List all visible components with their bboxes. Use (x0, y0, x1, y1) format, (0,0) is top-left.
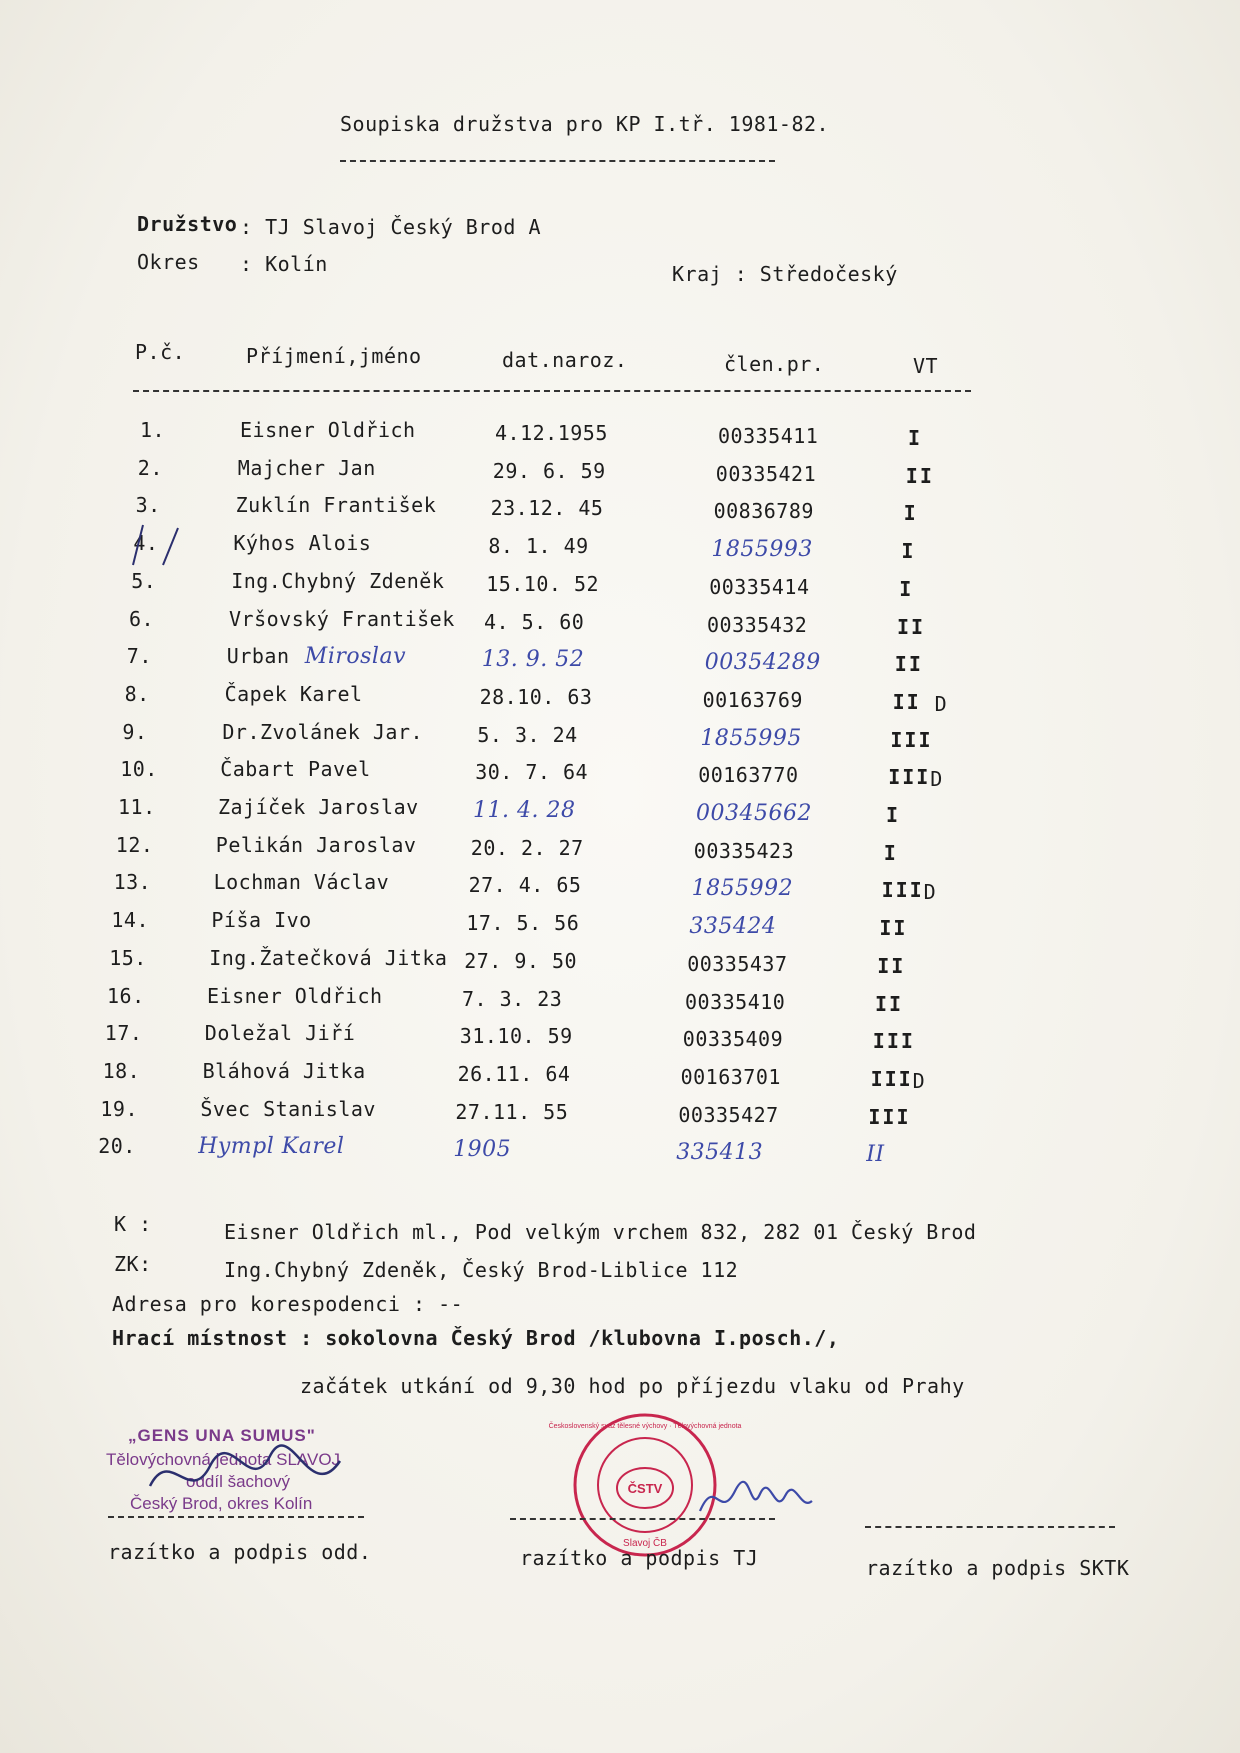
round-stamp-text: Československý svaz tělesné výchovy · Tělovýchovná jednota (548, 1423, 742, 1430)
row-name: Eisner Oldřich (240, 418, 416, 442)
row-vt: II (897, 614, 926, 639)
row-member-number: 00163770 (698, 763, 799, 788)
row-name: Čabart Pavel (220, 757, 371, 782)
row-birth-date: 28.10. 63 (479, 684, 593, 709)
row-note: D (912, 1068, 926, 1093)
row-vt: I (903, 501, 918, 526)
row-vt: II (877, 953, 906, 978)
row-number: 14. (111, 908, 150, 933)
title-underline (340, 160, 775, 162)
k-value: Eisner Oldřich ml., Pod velkým vrchem 832, 282 01 Český Brod (224, 1220, 977, 1244)
row-birth-date: 26.11. 64 (457, 1061, 571, 1086)
row-name: Vršovský František (229, 606, 455, 631)
k-label: K : (114, 1212, 152, 1236)
row-vt: II (879, 916, 908, 941)
row-vt: I (883, 840, 898, 865)
round-stamp-center: ČSTV (627, 1481, 663, 1496)
row-birth-date: 31.10. 59 (459, 1024, 573, 1049)
row-member-number: 00163769 (702, 687, 803, 712)
row-birth-date: 30. 7. 64 (475, 760, 589, 785)
row-member-number: 00163701 (680, 1064, 781, 1089)
row-birth-date: 1905 (453, 1137, 512, 1163)
row-number: 17. (104, 1021, 143, 1046)
round-stamp-bottom: Slavoj ČB (623, 1538, 667, 1549)
col-header-member: člen.pr. (724, 352, 825, 376)
header-rule (133, 390, 971, 392)
col-header-name: Příjmení,jméno (246, 344, 422, 368)
row-name: Zuklín František (235, 493, 437, 518)
signature-left (130, 1436, 380, 1516)
row-member-number: 00354289 (704, 650, 821, 676)
signature-line-odd (108, 1516, 364, 1518)
row-vt: III (870, 1066, 913, 1091)
row-member-number: 00335409 (682, 1027, 784, 1052)
row-name: Doležal Jiří (204, 1021, 356, 1046)
row-number: 8. (124, 681, 150, 706)
row-birth-date: 29. 6. 59 (492, 458, 606, 483)
row-check-mark (118, 520, 188, 570)
signature-label-tj: razítko a podpis TJ (520, 1546, 759, 1570)
row-member-number: 00335432 (707, 612, 808, 637)
row-member-number: 335413 (676, 1140, 764, 1166)
row-number: 7. (126, 644, 152, 669)
row-note: D (930, 767, 943, 792)
correspondence-address: Adresa pro korespodenci : -- (112, 1292, 464, 1316)
row-birth-date: 27. 9. 50 (464, 948, 578, 973)
row-vt: I (899, 576, 914, 601)
row-name: Píša Ivo (211, 908, 312, 933)
row-birth-date: 13. 9. 52 (481, 647, 585, 673)
signature-middle (690, 1466, 820, 1536)
row-vt: III (888, 765, 931, 790)
signature-line-sktk (865, 1526, 1115, 1528)
row-vt: III (868, 1104, 911, 1129)
row-member-number: 00335411 (718, 424, 819, 448)
row-member-number: 00345662 (696, 801, 812, 826)
row-birth-date: 23.12. 45 (490, 496, 604, 521)
row-birth-date: 4.12.1955 (495, 421, 608, 445)
row-birth-date: 8. 1. 49 (488, 534, 589, 559)
row-vt: II (875, 991, 904, 1016)
row-number: 11. (118, 795, 156, 819)
col-header-no: P.č. (135, 340, 186, 364)
row-name: Bláhová Jitka (202, 1058, 366, 1083)
row-member-number: 00335437 (687, 951, 788, 976)
row-name: Ing.Chybný Zdeněk (231, 568, 445, 593)
signature-label-odd: razítko a podpis odd. (108, 1540, 372, 1564)
row-birth-date: 4. 5. 60 (484, 609, 585, 634)
row-number: 12. (115, 832, 154, 857)
row-number: 16. (107, 983, 145, 1008)
row-birth-date: 7. 3. 23 (462, 986, 563, 1011)
zk-label: ZK: (114, 1252, 152, 1276)
row-member-number: 00335421 (715, 461, 817, 486)
col-header-birth: dat.naroz. (502, 348, 628, 372)
row-name: Ing.Žatečková Jitka (209, 945, 448, 970)
row-vt: I (908, 426, 923, 450)
row-member-number: 1855993 (711, 537, 813, 563)
row-name: Hympl Karel (198, 1134, 345, 1160)
row-birth-date: 11. 4. 28 (473, 798, 576, 823)
team-value: : TJ Slavoj Český Brod A (240, 215, 541, 239)
row-name: Urban (226, 644, 290, 669)
venue-note: začátek utkání od 9,30 hod po příjezdu vlaku od Prahy (300, 1374, 965, 1398)
district-value: : Kolín (240, 252, 328, 276)
club-stamp-motto: „GENS UNA SUMUS" (128, 1426, 316, 1445)
row-vt: III (881, 878, 924, 903)
row-number: 3. (135, 493, 161, 518)
row-member-number: 335424 (689, 914, 777, 940)
row-number: 15. (109, 945, 147, 970)
row-name: Kýhos Alois (233, 531, 372, 556)
row-number: 20. (98, 1134, 136, 1159)
row-name-handwritten: Miroslav (304, 644, 406, 670)
row-name: Čapek Karel (224, 681, 363, 706)
row-member-number: 00335427 (678, 1102, 779, 1127)
row-birth-date: 20. 2. 27 (470, 835, 584, 860)
row-number: 6. (129, 606, 155, 631)
row-birth-date: 5. 3. 24 (477, 722, 578, 747)
row-number: 5. (131, 568, 157, 593)
row-name: Lochman Václav (213, 870, 390, 895)
row-member-number: 1855995 (700, 725, 802, 751)
row-birth-date: 17. 5. 56 (466, 911, 580, 936)
row-member-number: 00335410 (685, 989, 786, 1014)
row-name: Švec Stanislav (200, 1096, 376, 1121)
col-header-vt: VT (913, 354, 939, 378)
region: Kraj : Středočeský (672, 262, 898, 286)
club-stamp-name: Tělovýchovná jednota SLAVOJ (106, 1450, 341, 1469)
row-name: Eisner Oldřich (207, 983, 383, 1008)
row-name: Majcher Jan (237, 455, 376, 480)
row-vt: I (886, 803, 901, 827)
row-note: D (934, 691, 948, 716)
row-number: 9. (122, 719, 148, 744)
row-member-number: 00335414 (709, 574, 810, 599)
row-birth-date: 27. 4. 65 (468, 873, 582, 898)
row-note: D (923, 880, 937, 905)
signature-line-tj (510, 1518, 775, 1520)
zk-value: Ing.Chybný Zdeněk, Český Brod-Liblice 112 (224, 1258, 739, 1282)
row-member-number: 00836789 (713, 499, 814, 524)
row-number: 1. (140, 418, 166, 442)
district-label: Okres (137, 250, 200, 274)
row-name: Dr.Zvolánek Jar. (222, 719, 424, 744)
row-birth-date: 27.11. 55 (455, 1099, 569, 1124)
row-number: 18. (102, 1058, 141, 1083)
signature-label-sktk: razítko a podpis SKTK (866, 1556, 1130, 1580)
row-number: 19. (100, 1096, 139, 1121)
row-number: 13. (113, 870, 152, 895)
row-vt: III (890, 727, 933, 752)
row-number: 2. (137, 455, 163, 480)
row-vt: II (905, 463, 934, 488)
row-name: Pelikán Jaroslav (215, 832, 417, 857)
row-vt: II (866, 1142, 885, 1168)
row-name: Zajíček Jaroslav (218, 795, 419, 819)
row-number: 10. (120, 757, 158, 782)
club-stamp-section: oddíl šachový (186, 1472, 290, 1491)
club-stamp-town: Český Brod, okres Kolín (130, 1494, 313, 1513)
row-member-number: 00335423 (693, 838, 795, 863)
row-number: 4. (133, 531, 159, 556)
document-title: Soupiska družstva pro KP I.tř. 1981-82. (340, 112, 830, 136)
row-vt: II (892, 689, 921, 714)
venue: Hrací místnost : sokolovna Český Brod /klubovna I.posch./, (112, 1326, 840, 1350)
row-member-number: 1855992 (691, 876, 794, 902)
row-vt: III (872, 1029, 915, 1054)
row-vt: II (894, 652, 923, 677)
team-label: Družstvo (137, 212, 238, 236)
row-birth-date: 15.10. 52 (486, 571, 600, 596)
row-vt: I (901, 539, 916, 564)
